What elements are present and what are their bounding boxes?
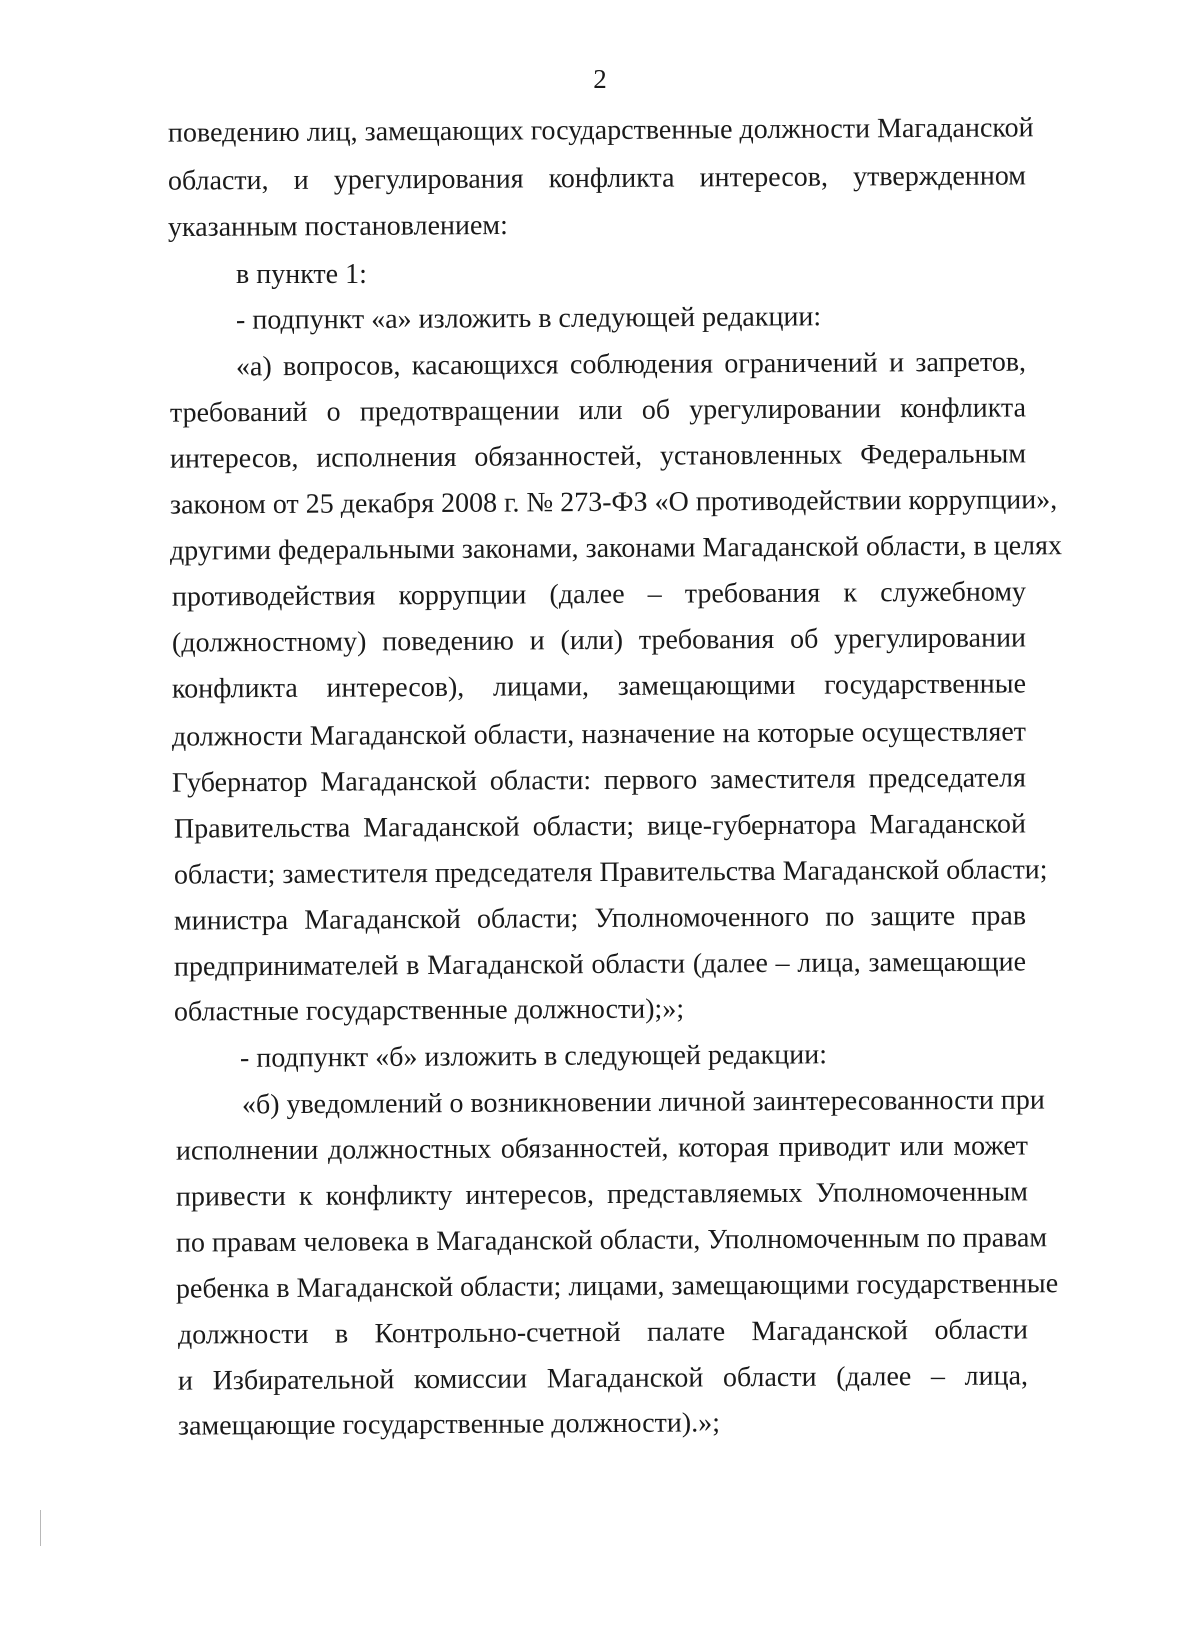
text-line: конфликта интересов), лицами, замещающими государственные — [171, 668, 1027, 705]
text-line: «а) вопросов, касающихся соблюдения ограничений и запретов, — [235, 346, 1027, 383]
text-line: и Избирательной комиссии Магаданской области (далее – лица, — [177, 1360, 1029, 1397]
text-line: Губернатор Магаданской области: первого заместителя председателя — [171, 762, 1027, 799]
text-line: министра Магаданской области; Уполномоченного по защите прав — [173, 900, 1027, 937]
text-line: исполнении должностных обязанностей, которая приводит или может — [175, 1130, 1029, 1167]
text-line: предпринимателей в Магаданской области (далее – лица, замещающие — [173, 946, 1027, 983]
text-line: замещающие государственные должности).»; — [177, 1407, 721, 1442]
text-line: Правительства Магаданской области; вице-губернатора Магаданской — [173, 808, 1027, 845]
text-line: областные государственные должности);»; — [173, 993, 685, 1028]
text-line: указанным постановлением: — [167, 209, 508, 244]
text-line: должности Магаданской области, назначение на которые осуществляет — [171, 716, 1027, 753]
text-line: поведению лиц, замещающих государственные должности Магаданской — [167, 112, 1034, 149]
text-line: должности в Контрольно-счетной палате Магаданской области — [177, 1314, 1029, 1351]
text-line: - подпункт «б» изложить в следующей редакции: — [239, 1039, 828, 1074]
text-line: области; заместителя председателя Правительства Магаданской области; — [173, 854, 1048, 891]
text-line: интересов, исполнения обязанностей, установленных Федеральным — [169, 438, 1027, 475]
text-line: привести к конфликту интересов, представляемых Уполномоченным — [175, 1176, 1029, 1213]
scan-artifact — [40, 1510, 41, 1546]
text-line: другими федеральными законами, законами Магаданской области, в целях — [169, 530, 1063, 567]
text-line: требований о предотвращении или об урегулировании конфликта — [169, 392, 1027, 429]
text-line: противодействия коррупции (далее – требования к служебному — [171, 576, 1027, 613]
text-line: ребенка в Магаданской области; лицами, замещающими государственные — [175, 1268, 1059, 1305]
page-number: 2 — [593, 64, 607, 94]
text-line: области, и урегулирования конфликта интересов, утвержденном — [167, 160, 1027, 197]
text-line: - подпункт «а» изложить в следующей редакции: — [235, 301, 822, 336]
text-line: законом от 25 декабря 2008 г. № 273-ФЗ «О противодействии коррупции», — [169, 484, 1058, 521]
text-line: в пункте 1: — [236, 259, 367, 290]
text-line: «б) уведомлений о возникновении личной заинтересованности при — [241, 1084, 1045, 1121]
text-line: (должностному) поведению и (или) требования об урегулировании — [171, 622, 1027, 659]
text-line: по правам человека в Магаданской области, Уполномоченным по правам — [175, 1222, 1048, 1259]
